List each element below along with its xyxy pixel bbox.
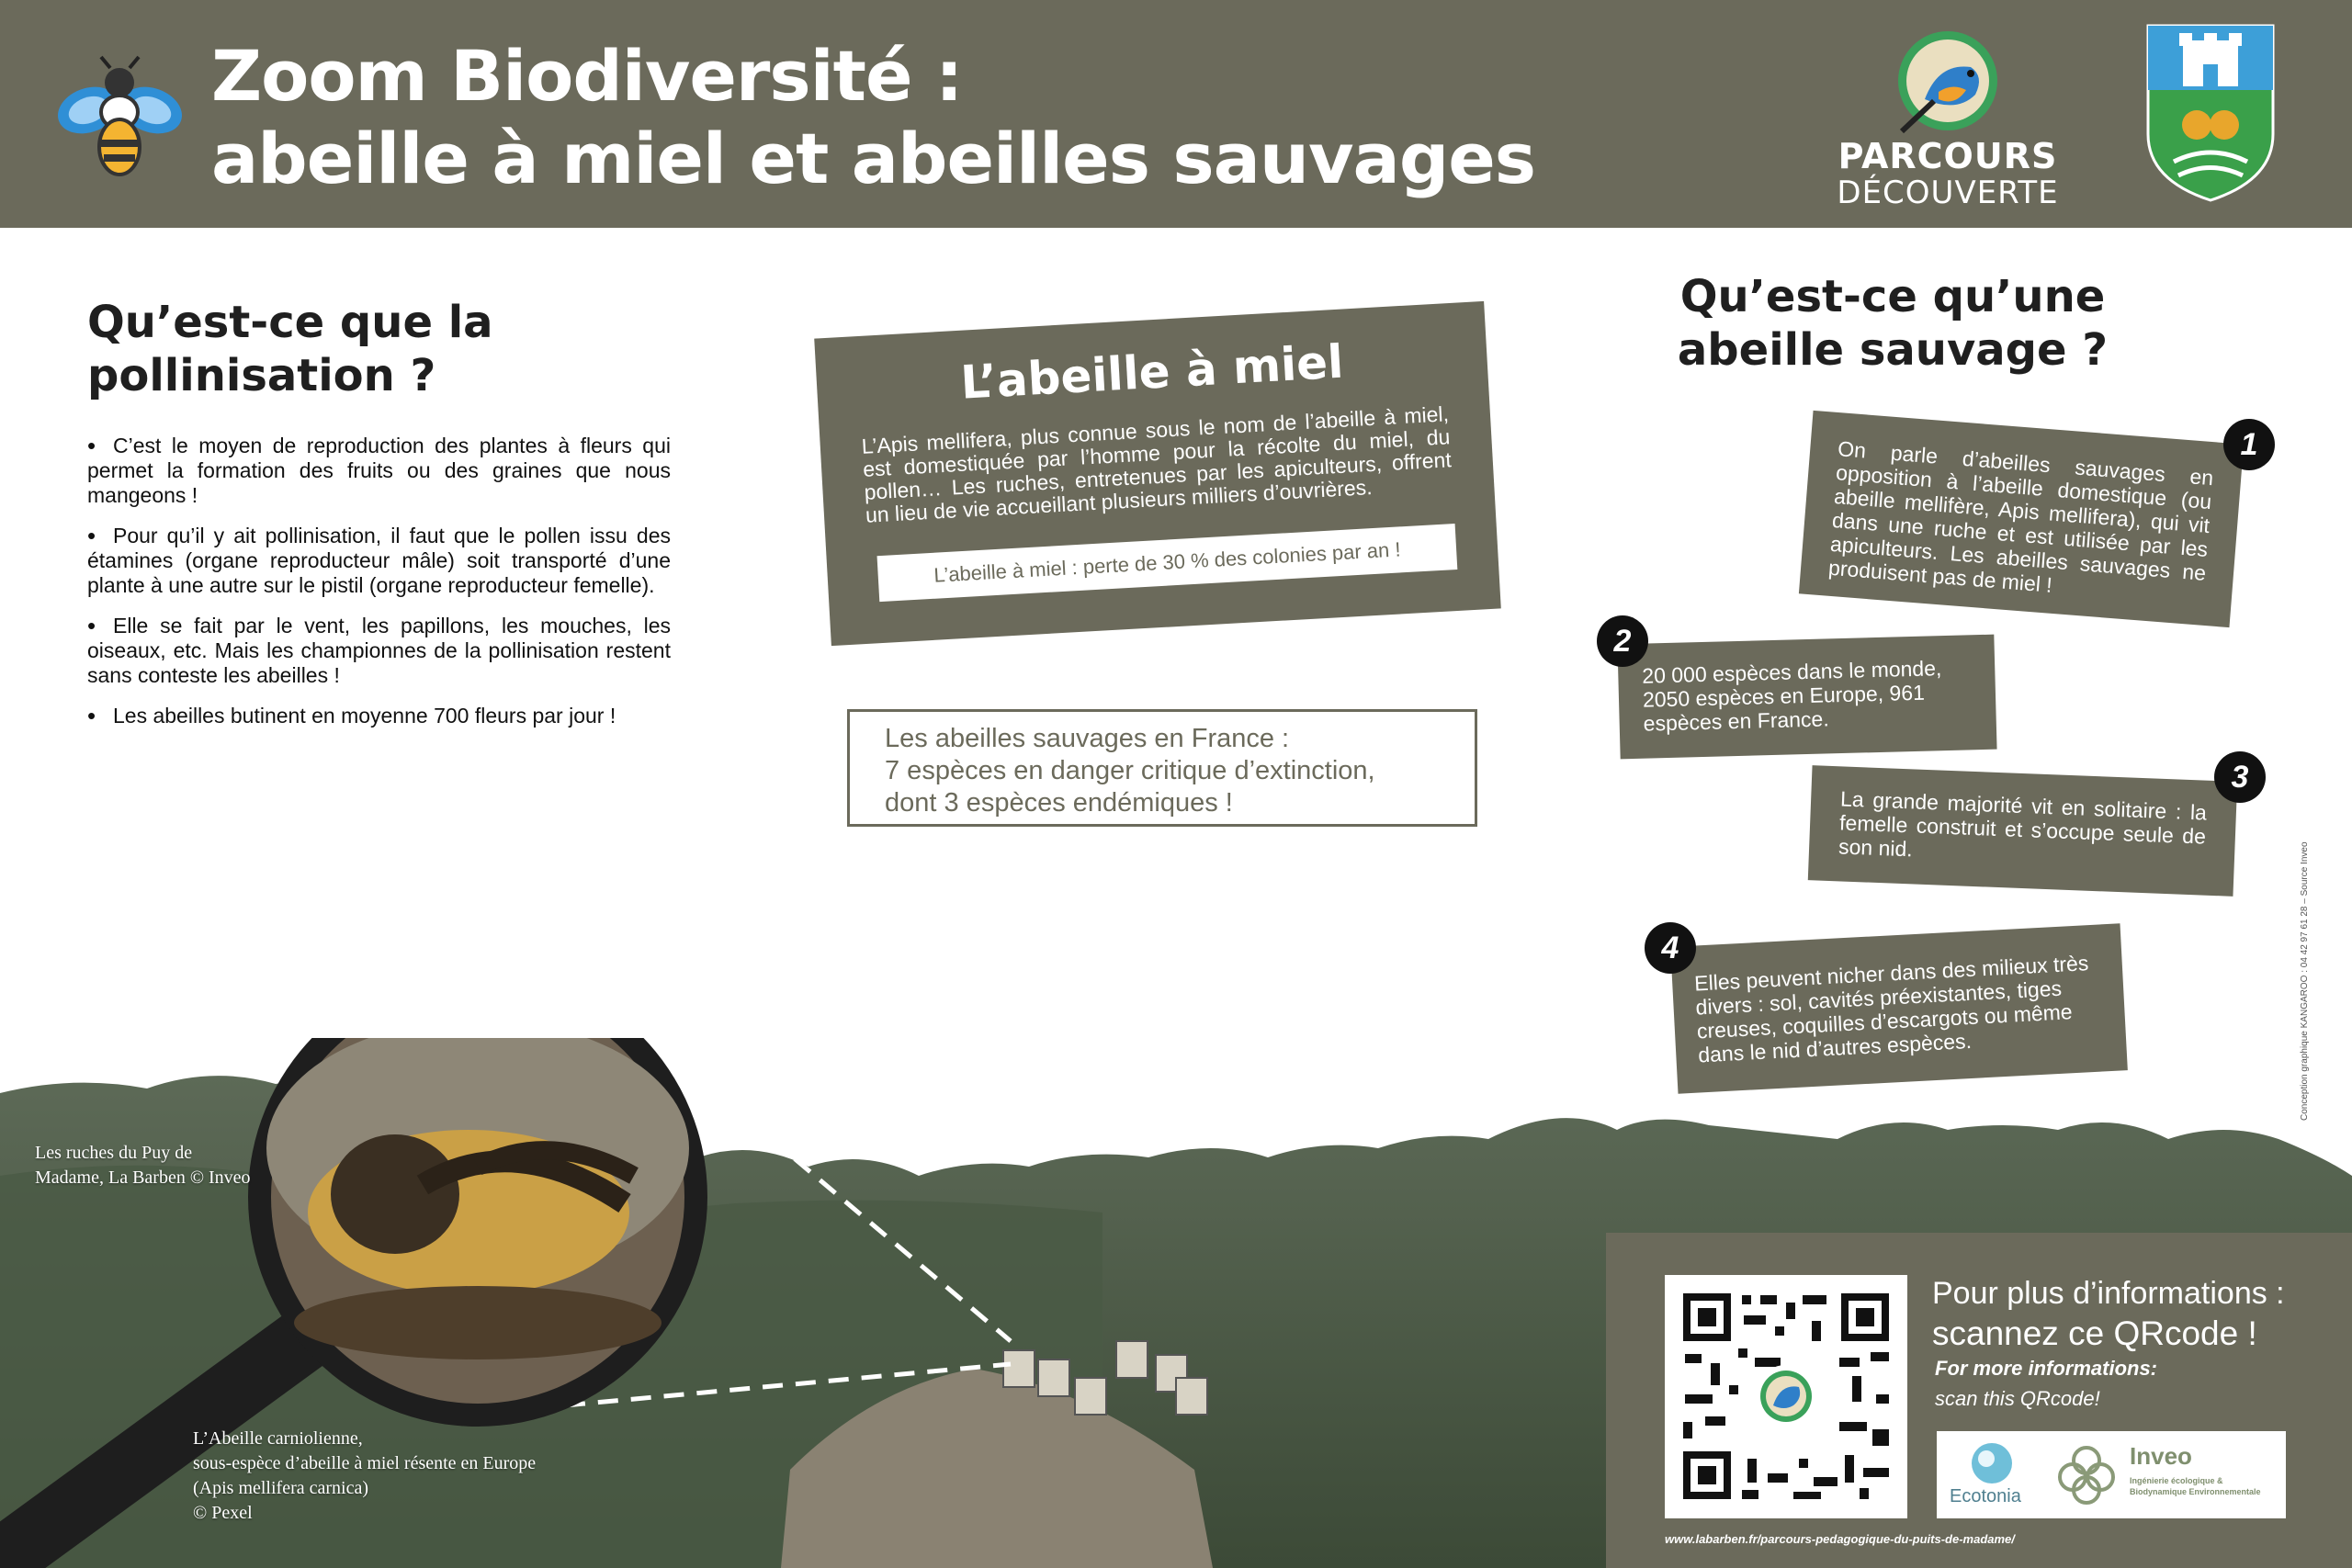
card-number-2: 2 <box>1597 615 1648 667</box>
list-item: • Pour qu’il y ait pollinisation, il faut que le pollen issu des étamines (organe reproducteur mâle) soit transporté d’une plante à une autre sur le pistil (organe reproducteur femelle). <box>87 524 671 598</box>
coat-of-arms-icon <box>2146 24 2275 203</box>
wild-bee-card-1: On parle d’abeilles sauvages en opposition à l’abeille domestique (ou abeille mellifère, Apis mellifera), qui vit dans une ruche et est utilisée par les apiculteurs. Les abeilles sauvages ne produisent pas de miel ! <box>1799 411 2244 627</box>
partner-logos <box>1937 1431 2286 1518</box>
bee-caption-line4: © Pexel <box>193 1503 253 1523</box>
pollination-list <box>87 434 671 744</box>
page-title-line1: Zoom Biodiversité : <box>211 35 963 117</box>
inveo-logo-icon <box>2054 1442 2119 1506</box>
bee-caption-line2: sous-espèce d’abeille à miel résente en Europe <box>193 1453 537 1473</box>
honey-bee-title: L’abeille à miel <box>959 334 1345 410</box>
wild-bee-card-2: 20 000 espèces dans le monde, 2050 espèces en Europe, 961 espèces en France. <box>1617 635 1996 760</box>
france-line2: 7 espèces en danger critique d’extinction, <box>885 756 1375 785</box>
honey-bee-fact: L’abeille à miel : perte de 30 % des colonies par an ! <box>877 524 1458 602</box>
card-number-1: 1 <box>2223 419 2275 470</box>
hives-caption: Les ruches du Puy de Madame, La Barben © Inveo <box>35 1143 251 1188</box>
wild-bee-card-3: La grande majorité vit en solitaire : la femelle construit et s’occupe seule de son nid. <box>1808 765 2237 897</box>
ecotonia-label: Ecotonia <box>1950 1486 2021 1506</box>
design-credit-text: Conception graphique KANGAROO : 04 42 97 61 28 – Source Inveo <box>2300 841 2310 1121</box>
qr-code-icon <box>1665 1275 1907 1518</box>
bee-caption-line3: (Apis mellifera carnica) <box>193 1478 369 1498</box>
info-line4: scan this QRcode! <box>1935 1387 2100 1410</box>
honey-bee-panel <box>814 301 1501 646</box>
honey-bee-text: L’Apis mellifera, plus connue sous le nom de l’abeille à miel, est domestiquée par l’homme pour la récolte du miel, du pollen… Les ruches, entretenues par les apiculteurs, offrent un lieu de vie accueillant plusieurs milliers d’ouvrières. <box>861 401 1453 527</box>
list-item: • Les abeilles butinent en moyenne 700 fleurs par jour ! <box>87 704 671 728</box>
website-link[interactable]: www.labarben.fr/parcours-pedagogique-du-puits-de-madame/ <box>1665 1532 2015 1546</box>
bee-caption-line1: L’Abeille carniolienne, <box>193 1428 363 1449</box>
list-item: • Elle se fait par le vent, les papillons, les mouches, les oiseaux, etc. Mais les championnes de la pollinisation restent sans conteste les abeilles ! <box>87 614 671 688</box>
qr-code[interactable] <box>1665 1275 1907 1518</box>
bee-caption <box>193 1427 625 1526</box>
brand-line2: DÉCOUVERTE <box>1837 175 2059 211</box>
list-item: • C’est le moyen de reproduction des plantes à fleurs qui permet la formation des fruits ou des graines que nous mangeons ! <box>87 434 671 508</box>
inveo-subtitle: Ingénierie écologique & Biodynamique Environnementale <box>2130 1476 2261 1496</box>
ecotonia-logo-icon <box>1964 1440 2019 1486</box>
wild-bee-heading: Qu’est-ce qu’une abeille sauvage ? <box>1677 271 2109 376</box>
info-line1: Pour plus d’informations : <box>1932 1276 2285 1311</box>
brand-line1: PARCOURS <box>1838 136 2058 176</box>
card-number-3: 3 <box>2214 751 2266 803</box>
france-endangered-box <box>847 709 1477 827</box>
inveo-label: Inveo <box>2130 1442 2192 1470</box>
info-line3: For more informations: <box>1935 1357 2158 1380</box>
pollination-heading: Qu’est-ce que la pollinisation ? <box>87 297 493 401</box>
bee-icon <box>53 55 187 179</box>
page-title-line2: abeille à miel et abeilles sauvages <box>211 118 1536 199</box>
info-line2: scannez ce QRcode ! <box>1932 1314 2257 1352</box>
france-line1: Les abeilles sauvages en France : <box>885 724 1290 753</box>
france-line3: dont 3 espèces endémiques ! <box>885 788 1233 818</box>
wild-bee-card-4: Elles peuvent nicher dans des milieux très divers : sol, cavités préexistantes, tiges creuses, coquilles d’escargots ou même dans le nid d’autres espèces. <box>1670 923 2128 1093</box>
card-number-4: 4 <box>1645 922 1696 974</box>
